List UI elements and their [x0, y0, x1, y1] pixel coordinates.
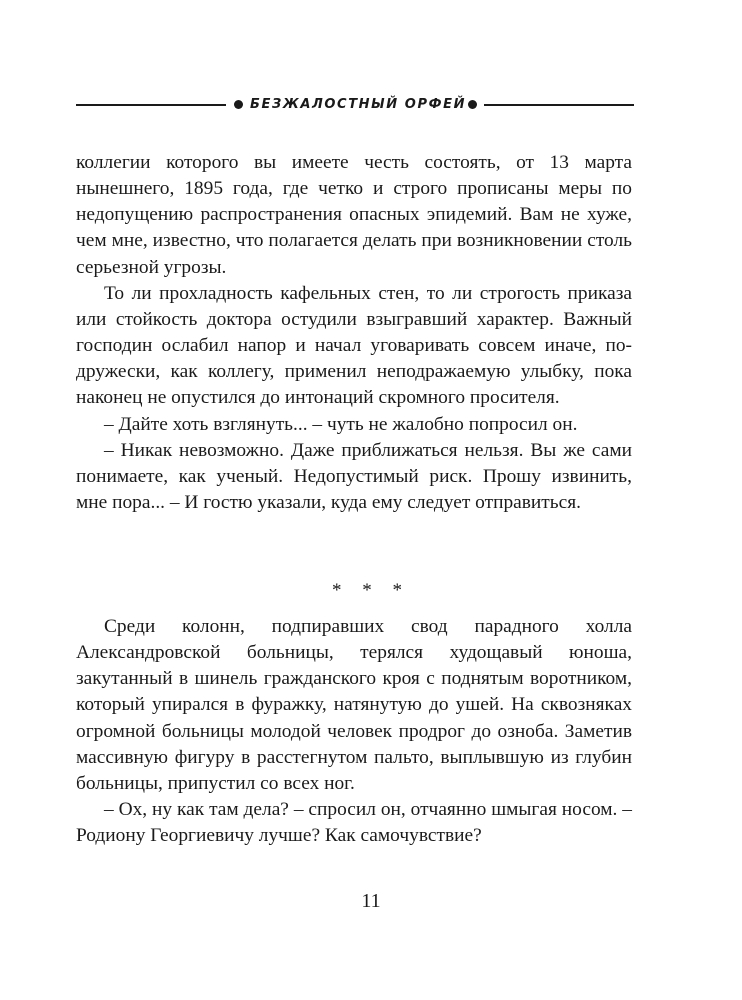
paragraph: Среди колонн, подпиравших свод парадного холла Александровской больницы, терялся худощавый юноша, закутанный в шинель гражданского кроя с поднятым воротником, который упирался в фуражку, натянутую до ушей. На сквозняках огромной больницы молодой человек продрог до озноба. Заметив массивную фигуру в расстегнутом пальто, выплывшую из глубин больницы, припустил со всех ног.: [76, 616, 632, 794]
header-rule-right: [484, 104, 634, 106]
header-bullet-left-icon: [234, 100, 243, 109]
paragraph: То ли прохладность кафельных стен, то ли строгость приказа или стойкость доктора остудили взыгравший характер. Важный господин ослабил напор и начал уговаривать совсем иначе, по-дружески, как коллегу, применил неподражаемую улыбку, пока наконец не опустился до интонаций скромного просителя.: [76, 282, 632, 409]
dialogue-line: – Ох, ну как там дела? – спросил он, отчаянно шмыгая носом. – Родиону Георгиевичу лучше? Как самочувствие?: [76, 799, 632, 847]
running-header: [76, 94, 634, 116]
dialogue-line: – Дайте хоть взглянуть... – чуть не жалобно попросил он.: [104, 413, 578, 435]
text-section-1: [76, 150, 632, 516]
running-header-title: БЕЗЖАЛОСТНЫЙ ОРФЕЙ: [250, 97, 467, 112]
text-section-2: [76, 614, 632, 849]
dialogue-line: – Никак невозможно. Даже приближаться нельзя. Вы же сами понимаете, как ученый. Недопустимый риск. Прошу извинить, мне пора... – И гостю указали, куда ему следует отправиться.: [76, 439, 632, 514]
header-bullet-right-icon: [468, 100, 477, 109]
paragraph-continuation: коллегии которого вы имеете честь состоять, от 13 марта нынешнего, 1895 года, где четко и строго прописаны меры по недопущению распространения опасных эпидемий. Вам не хуже, чем мне, известно, что полагается делать при возникновении столь серьезной угрозы.: [76, 152, 632, 278]
section-separator: * * *: [332, 580, 410, 601]
page-number: 11: [361, 890, 381, 912]
header-rule-left: [76, 104, 226, 106]
